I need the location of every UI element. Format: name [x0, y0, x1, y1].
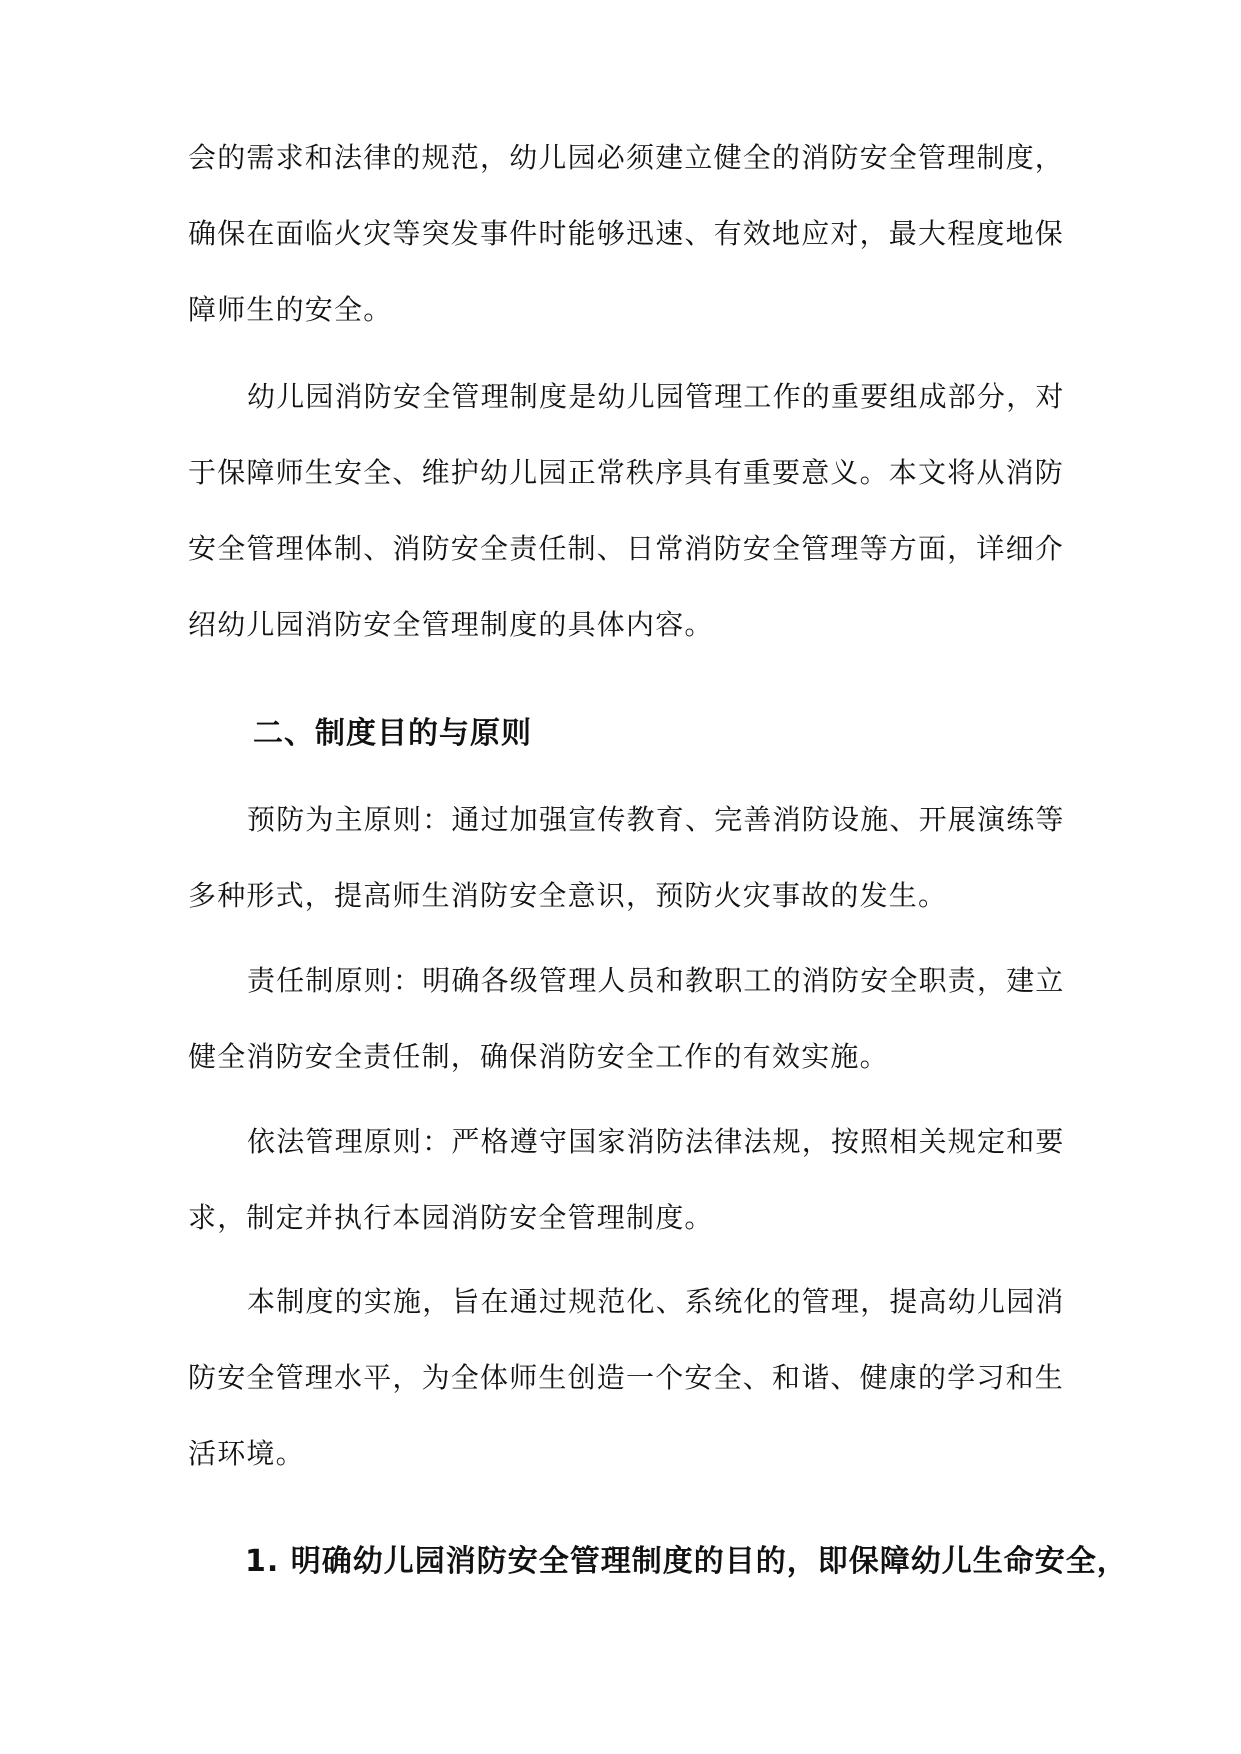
body-text-line: 防安全管理水平，为全体师生创造一个安全、和谐、健康的学习和生 [188, 1361, 1065, 1394]
numbered-item-heading: 1. 明确幼儿园消防安全管理制度的目的，即保障幼儿生命安全， [245, 1544, 1128, 1579]
body-text-line: 于保障师生安全、维护幼儿园正常秩序具有重要意义。本文将从消防 [188, 456, 1065, 489]
body-text-line: 健全消防安全责任制，确保消防安全工作的有效实施。 [188, 1040, 889, 1073]
body-text-line: 幼儿园消防安全管理制度是幼儿园管理工作的重要组成部分，对 [247, 380, 1065, 413]
body-text-line: 安全管理体制、消防安全责任制、日常消防安全管理等方面，详细介 [188, 532, 1065, 565]
body-text-line: 预防为主原则：通过加强宣传教育、完善消防设施、开展演练等 [247, 803, 1065, 836]
body-text-line: 本制度的实施，旨在通过规范化、系统化的管理，提高幼儿园消 [247, 1285, 1065, 1318]
body-text-line: 求，制定并执行本园消防安全管理制度。 [188, 1201, 714, 1234]
body-text-line: 多种形式，提高师生消防安全意识，预防火灾事故的发生。 [188, 879, 948, 912]
body-text-line: 绍幼儿园消防安全管理制度的具体内容。 [188, 608, 714, 641]
section-heading: 二、制度目的与原则 [253, 716, 532, 751]
body-text-line: 活环境。 [188, 1437, 305, 1470]
body-text-line: 依法管理原则：严格遵守国家消防法律法规，按照相关规定和要 [247, 1125, 1065, 1158]
body-text-line: 确保在面临火灾等突发事件时能够迅速、有效地应对，最大程度地保 [188, 217, 1065, 250]
body-text-line: 责任制原则：明确各级管理人员和教职工的消防安全职责，建立 [247, 964, 1065, 997]
body-text-line: 会的需求和法律的规范，幼儿园必须建立健全的消防安全管理制度， [188, 141, 1065, 174]
body-text-line: 障师生的安全。 [188, 293, 393, 326]
